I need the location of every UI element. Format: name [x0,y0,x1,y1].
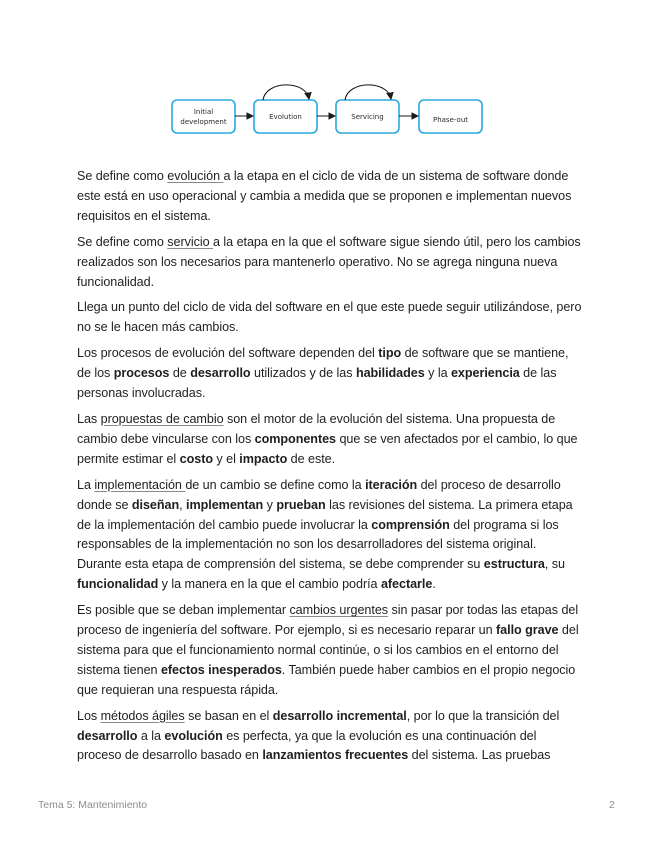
paragraph-propuestas-cambio: Las propuestas de cambio son el motor de la evolución del sistema. Una propuesta de cambio debe vincularse con los componentes que se ven afectados por el cambio, lo que permite estimar el costo y el impacto de este. [77,411,578,466]
loop-arrow-servicing [345,85,391,100]
term-servicio: servicio [167,234,214,249]
footer-chapter-title: Tema 5: Mantenimiento [38,799,148,811]
paragraph-procesos-evolucion: Los procesos de evolución del software dependen del tipo de software que se mantiene, de los procesos de desarrollo utilizados y de las habilidades y la experiencia de las personas involucradas. [77,346,569,401]
term-cambios-urgentes: cambios urgentes [289,603,389,618]
node-initial-development [172,100,235,133]
node-servicing [336,100,399,133]
paragraph-servicio: Se define como servicio a la etapa en la que el software sigue siendo útil, pero los cambios realizados son los necesarios para mantenerlo operativo. No se agrega ninguna nueva funcionalidad. [77,234,581,289]
node-evolution-label: Evolution [269,113,302,121]
loop-arrow-evolution [263,85,309,100]
footer-page-number: 2 [609,799,615,811]
node-phaseout-label: Phase-out [432,116,469,124]
node-initial-line2: development [180,118,227,126]
node-evolution [254,100,317,133]
paragraph-phase-out: Llega un punto del ciclo de vida del software en el que este puede seguir utilizándose, pero no se le hacen más cambios. [77,300,582,335]
node-servicing-label: Servicing [351,113,384,121]
paragraph-implementacion: La implementación de un cambio se define como la iteración del proceso de desarrollo donde se diseñan, implementan y prueban las revisiones del sistema. La primera etapa de la implementación del cambio puede involucrar la comprensión del programa si los responsables de la implementación no son los desarrolladores del sistema original. Durante esta etapa de comprensión del sistema, se debe comprender su estructura, su funcionalidad y la manera en la que el cambio podría afectarle. [77,477,573,592]
node-phase-out [419,100,482,133]
paragraph-metodos-agiles: Los métodos ágiles se basan en el desarrollo incremental, por lo que la transición del desarrollo a la evolución es perfecta, ya que la evolución es una continuación del proceso de desarrollo basado en lanzamientos frecuentes del sistema. Las pruebas [77,708,560,763]
term-metodos-agiles: métodos ágiles [100,708,185,723]
paragraph-cambios-urgentes: Es posible que se deban implementar cambios urgentes sin pasar por todas las etapas del proceso de ingeniería del software. Por ejemplo, si es necesario reparar un fallo grave del sistema para que el funcionamiento normal continúe, o si los cambios en el entorno del sistema tienen efectos inesperados. También puede haber cambios en el propio negocio que requieran una respuesta rápida. [77,603,579,697]
document-body [77,167,582,772]
node-initial-line1: Initial [193,108,214,116]
paragraph-evolution: Se define como evolución a la etapa en el ciclo de vida de un sistema de software donde este está en uso operacional y cambia a medida que se proponen e implementan nuevos requisitos en el sistema. [77,169,572,223]
term-evolucion: evolución [167,169,224,183]
term-propuestas-cambio: propuestas de cambio [100,411,224,426]
term-implementacion: implementación [94,477,186,492]
evolution-process-diagram [160,80,500,150]
